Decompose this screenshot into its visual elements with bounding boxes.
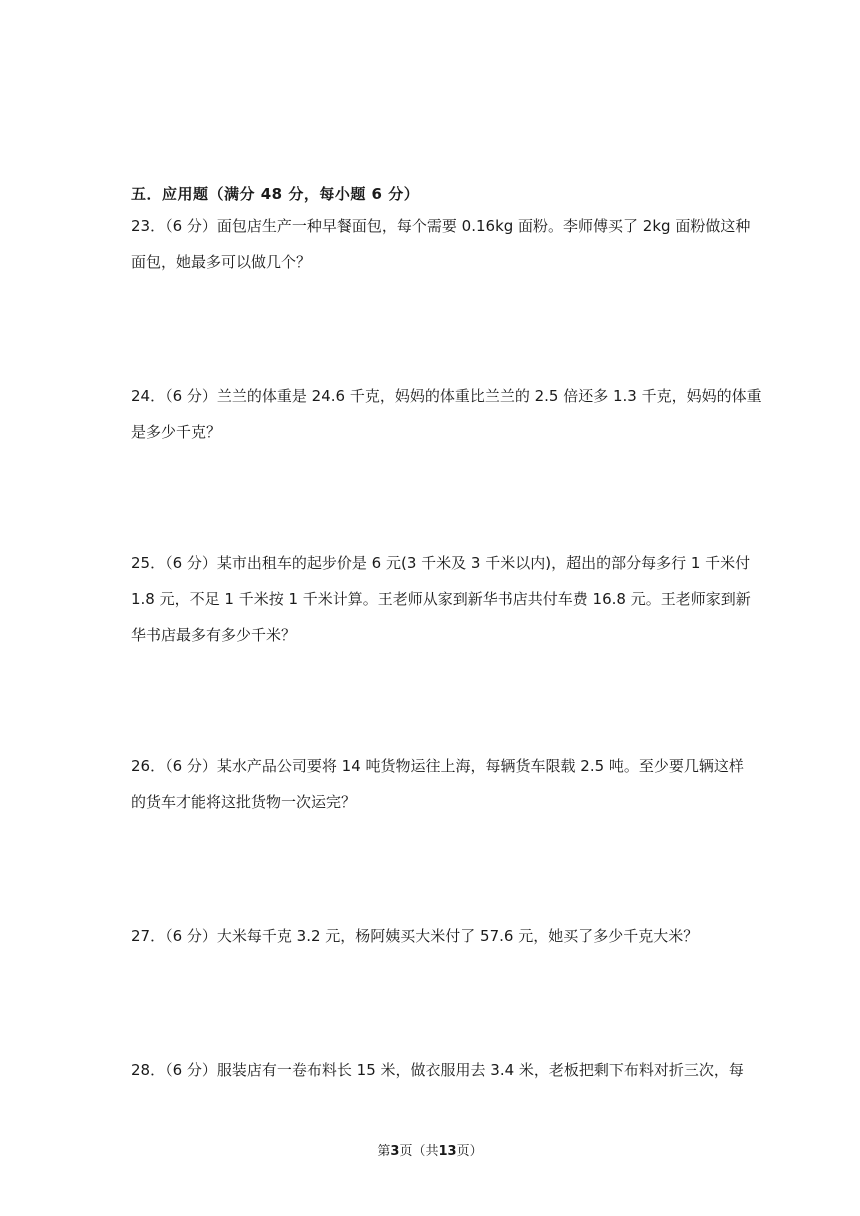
- problem-line: 的货车才能将这批货物一次运完？: [131, 793, 357, 811]
- footer-total-pages: 13: [438, 1144, 457, 1159]
- problem-26: [131, 748, 744, 820]
- footer-page-number: 3: [390, 1144, 400, 1159]
- section-title: 五．应用题（满分 48 分，每小题 6 分）: [131, 185, 420, 203]
- problem-line: 25．（6 分）某市出租车的起步价是 6 元(3 千米及 3 千米以内)，超出的部分每多行 1 千米付: [131, 554, 751, 572]
- problem-line: 23．（6 分）面包店生产一种早餐面包，每个需要 0.16kg 面粉。李师傅买了 2kg 面粉做这种: [131, 217, 751, 235]
- problem-line: 华书店最多有多少千米？: [131, 626, 297, 644]
- problem-24: [131, 378, 762, 450]
- footer-suffix: 页）: [456, 1144, 483, 1159]
- footer-middle: 页（共: [399, 1144, 439, 1159]
- problem-25: [131, 545, 751, 653]
- problem-27: [131, 918, 731, 954]
- problem-line: 面包，她最多可以做几个？: [131, 253, 312, 271]
- problem-23: [131, 208, 751, 280]
- problem-line: 1.8 元，不足 1 千米按 1 千米计算。王老师从家到新华书店共付车费 16.8 元。王老师家到新: [131, 590, 751, 608]
- page-footer: [0, 1140, 860, 1159]
- problem-28: [131, 1052, 744, 1088]
- problem-line: 26．（6 分）某水产品公司要将 14 吨货物运往上海，每辆货车限载 2.5 吨。至少要几辆这样: [131, 757, 744, 775]
- problem-line: 24．（6 分）兰兰的体重是 24.6 千克，妈妈的体重比兰兰的 2.5 倍还多 1.3 千克，妈妈的体重: [131, 387, 762, 405]
- problem-line: 27．（6 分）大米每千克 3.2 元，杨阿姨买大米付了 57.6 元，她买了多少千克大米？: [131, 927, 699, 945]
- problem-line: 28．（6 分）服装店有一卷布料长 15 米，做衣服用去 3.4 米，老板把剩下布料对折三次，每: [131, 1061, 744, 1079]
- footer-prefix: 第: [377, 1144, 391, 1159]
- problem-line: 是多少千克？: [131, 423, 222, 441]
